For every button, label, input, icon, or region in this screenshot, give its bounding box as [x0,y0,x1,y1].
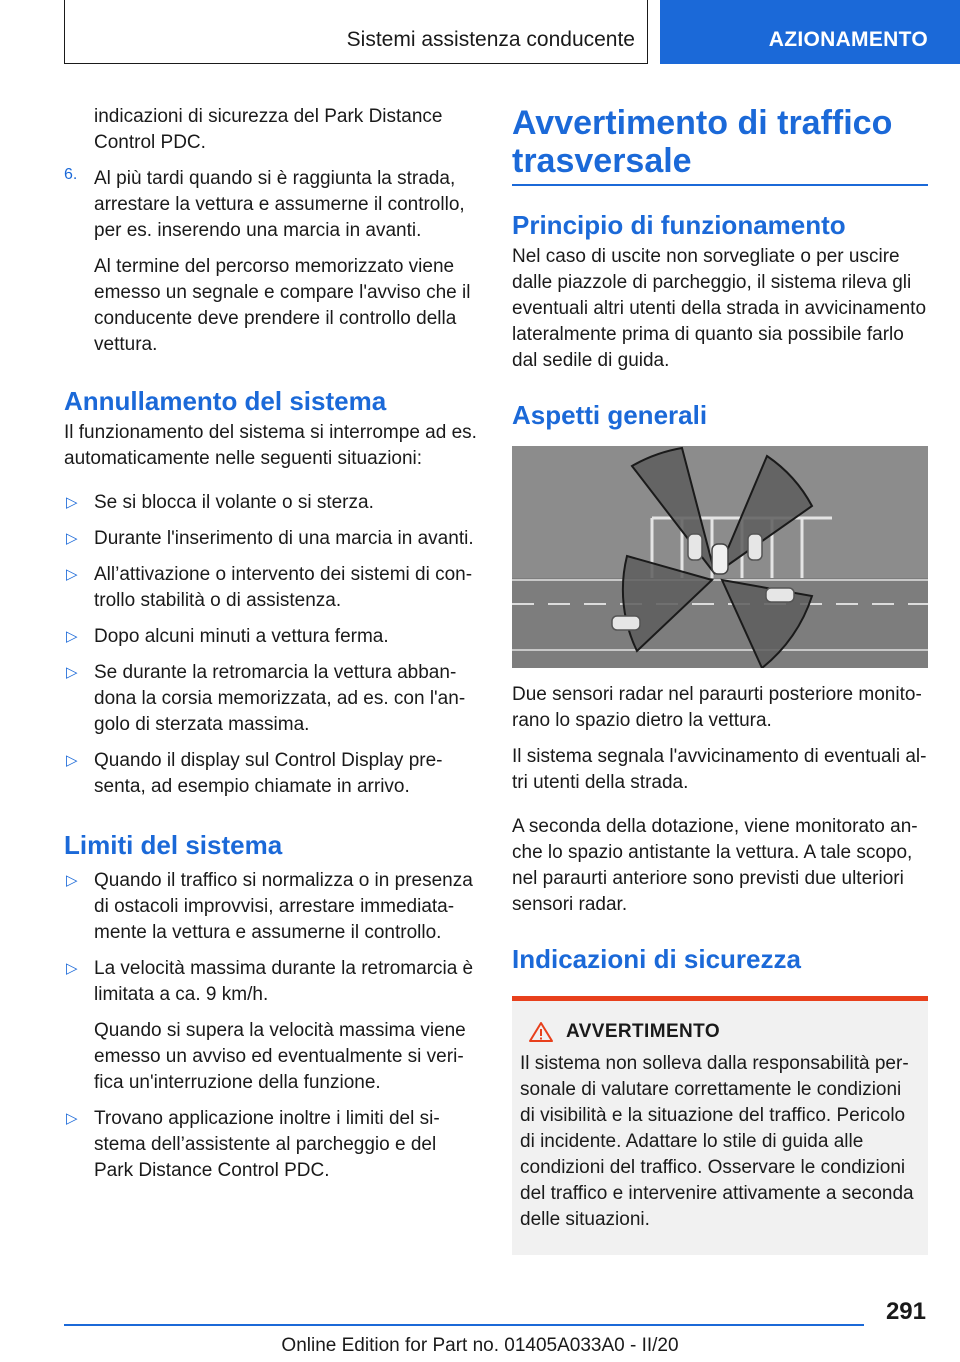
list-item: ▷ Durante l'inserimento di una marcia in avanti. [64,526,478,552]
list-item: ▷ All’attivazione o intervento dei sistemi di controllo stabilità o di assistenza. [66,564,473,611]
limits-list [64,868,478,1008]
footer-rule [64,1324,864,1326]
list-item: ▷ Dopo alcuni minuti a vettura ferma. [64,624,478,650]
right-column [512,104,928,1255]
header-chapter-box [660,0,960,64]
left-column [64,104,478,1184]
warning-box [512,996,928,1255]
warning-text: Il sistema non solleva dalla responsabilità personale di valutare correttamente le condizioni di visibilità e la situazione del traffico. Pericolo di incidente. Adattare lo stile di guida alle condizioni del traffico. Osservare le condizioni del traffico e intervenire attivamente a seconda delle situazioni. [520,1052,914,1230]
triangle-bullet-icon: ▷ [66,628,78,645]
section-title: Avvertimento di traffico trasversale [512,104,893,180]
general-heading: Aspetti generali [512,399,708,430]
warning-title-row [520,1021,920,1043]
header-chapter-title: AZIONAMENTO [768,28,928,51]
principle-text: Nel caso di uscite non sorvegliate o per uscire dalle piazzole di parcheggio, il sistema rileva gli eventuali altri utenti della strada in avvicinamento lateralmente prima di quanto sia possibile farlo dal sedile di guida. [512,245,927,371]
limits-list-continued [64,1106,478,1184]
triangle-bullet-icon: ▷ [66,494,78,511]
triangle-bullet-icon: ▷ [66,566,78,583]
triangle-bullet-icon: ▷ [66,664,78,681]
cross-traffic-illustration [512,446,928,668]
triangle-bullet-icon: ▷ [66,1110,78,1127]
radar-coverage-image [512,446,928,668]
limits-heading: Limiti del sistema [64,830,283,860]
step-continuation: indicazioni di sicurezza del Park Distance Control PDC. [94,106,443,153]
triangle-bullet-icon: ▷ [66,530,78,547]
list-item: ▷ Quando il display sul Control Display presenta, ad esempio chiamate in arrivo. [66,750,443,797]
principle-heading: Principio di funzionamento [512,209,846,240]
cancel-intro: Il funzionamento del sistema si interrompe ad es. automaticamente nelle seguenti situazioni: [64,422,477,469]
cancel-list [64,490,478,800]
cancel-heading: Annullamento del sistema [64,386,387,416]
list-item: ▷ Se durante la retromarcia la vettura abbandona la corsia memorizzata, ad es. con l'angolo di sterzata massima. [66,662,466,735]
warning-triangle-icon [528,1021,554,1043]
step-6-number: 6. [64,166,78,183]
general-paragraph-1: Due sensori radar nel paraurti posteriore monitorano lo spazio dietro la vettura. [512,683,922,731]
warning-title: AVVERTIMENTO [566,1020,720,1042]
header-section-box [64,0,648,64]
general-paragraph-2: Il sistema segnala l'avvicinamento di eventuali altri utenti della strada. [512,745,927,793]
triangle-bullet-icon: ▷ [66,872,78,889]
step-6-text: Al più tardi quando si è raggiunta la strada, arrestare la vettura e assumerne il controllo, per es. inserendo una marcia in avanti. [94,168,465,241]
step-6 [64,166,478,244]
limit-2-note: Quando si supera la velocità massima viene emesso un avviso ed eventualmente si verifica un'interruzione della funzione. [94,1020,466,1093]
edition-note: Online Edition for Part no. 01405A033A0 - II/20 [281,1335,679,1356]
page-number: 291 [885,1298,926,1325]
safety-heading: Indicazioni di sicurezza [512,943,801,974]
general-paragraph-3: A seconda della dotazione, viene monitorato anche lo spazio antistante la vettura. A tale scopo, nel paraurti anteriore sono previsti due ulteriori sensori radar. [512,815,918,915]
header-section-title: Sistemi assistenza conducente [346,28,635,51]
list-item: ▷ Quando il traffico si normalizza o in presenza di ostacoli improvvisi, arrestare immediatamente la vettura e assumerne il controllo. [66,870,473,943]
list-item: ▷ Se si blocca il volante o si sterza. [64,490,478,516]
title-rule [512,184,928,186]
triangle-bullet-icon: ▷ [66,960,78,977]
triangle-bullet-icon: ▷ [66,752,78,769]
list-item: ▷ La velocità massima durante la retromarcia è limitata a ca. 9 km/h. [66,958,474,1005]
list-item: ▷ Trovano applicazione inoltre i limiti del sistema dell’assistente al parcheggio e del Park Distance Control PDC. [66,1108,440,1181]
step-6-note: Al termine del percorso memorizzato viene emesso un segnale e compare l'avviso che il conducente deve prendere il controllo della vettura. [94,256,471,355]
